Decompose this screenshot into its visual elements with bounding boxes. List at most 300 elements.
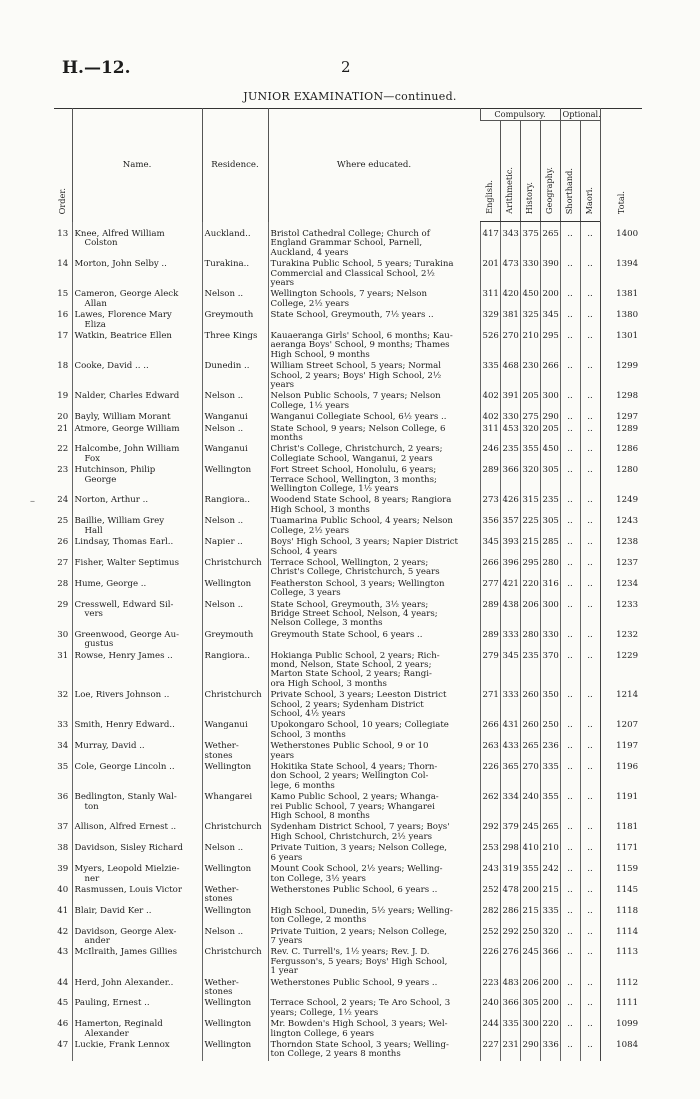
order-cell: 17: [57, 330, 69, 341]
geography-score-cell: 300: [540, 391, 560, 412]
order-cell: 42: [57, 926, 69, 937]
shorthand-score-cell: ..: [560, 259, 580, 289]
total-score-cell: 1289: [600, 424, 642, 445]
maori-score-cell: ..: [580, 822, 600, 843]
arithmetic-score-cell: 473: [500, 259, 520, 289]
geography-score-cell: 236: [540, 741, 560, 762]
maori-score-cell: ..: [580, 792, 600, 822]
geography-score-cell: 200: [540, 998, 560, 1019]
school-line: State School, Greymouth, 3½ years;: [270, 599, 429, 610]
name-line: Morton, John Selby ..: [74, 259, 167, 270]
geography-score-cell: 335: [540, 762, 560, 792]
name-line: Bedlington, Stanly Wal-: [74, 792, 177, 803]
maori-score-cell: ..: [580, 289, 600, 310]
arithmetic-score-cell: 330: [500, 412, 520, 423]
school-line: College, 1½ years: [270, 400, 349, 411]
arithmetic-score-cell: 319: [500, 864, 520, 885]
order-cell: 28: [57, 578, 69, 589]
table-row: [54, 361, 642, 391]
school-line: 7 years: [270, 935, 303, 946]
shorthand-score-cell: ..: [560, 444, 580, 465]
shorthand-score-cell: ..: [560, 741, 580, 762]
maori-score-cell: ..: [580, 310, 600, 331]
geography-score-cell: 285: [540, 537, 560, 558]
shorthand-score-cell: ..: [560, 391, 580, 412]
school-line: ton College, 2 years 8 months: [270, 1049, 401, 1060]
residence-cell: Nelson ..: [202, 289, 268, 310]
maori-score-cell: ..: [580, 720, 600, 741]
maori-score-cell: ..: [580, 998, 600, 1019]
name-line: Cresswell, Edward Sil-: [74, 599, 174, 610]
english-score-cell: 240: [480, 998, 500, 1019]
table-row: [54, 947, 642, 977]
table-row: [54, 1019, 642, 1040]
total-score-cell: 1111: [600, 998, 642, 1019]
history-score-cell: 235: [520, 651, 540, 691]
name-line: Fisher, Walter Septimus: [74, 557, 179, 568]
table-row: [54, 690, 642, 720]
name-line: Hume, George ..: [74, 578, 147, 589]
geography-score-cell: 265: [540, 822, 560, 843]
order-cell: 38: [57, 843, 69, 854]
arithmetic-score-cell: 366: [500, 998, 520, 1019]
english-score-cell: 329: [480, 310, 500, 331]
residence-cell: Nelson ..: [202, 424, 268, 445]
order-cell: 13: [57, 228, 69, 239]
residence-cell: Christchurch: [202, 822, 268, 843]
table-row: [54, 998, 642, 1019]
residence-cell: Wether-stones: [202, 885, 268, 906]
total-score-cell: 1114: [600, 927, 642, 948]
residence-cell: Dunedin ..: [202, 361, 268, 391]
arithmetic-score-cell: 345: [500, 651, 520, 691]
residence-cell: Napier ..: [202, 537, 268, 558]
shorthand-score-cell: ..: [560, 558, 580, 579]
history-score-cell: 250: [520, 927, 540, 948]
total-score-cell: 1380: [600, 310, 642, 331]
geography-score-cell: 235: [540, 495, 560, 516]
column-header-history: History.: [520, 121, 540, 222]
english-score-cell: 526: [480, 331, 500, 361]
arithmetic-score-cell: 468: [500, 361, 520, 391]
school-line: Terrace School, 2 years; Te Aro School, 3: [270, 998, 451, 1009]
order-cell: 25: [57, 516, 69, 527]
maori-score-cell: ..: [580, 412, 600, 423]
arithmetic-score-cell: 483: [500, 978, 520, 999]
maori-score-cell: ..: [580, 978, 600, 999]
residence-cell: Wellington: [202, 906, 268, 927]
shorthand-score-cell: ..: [560, 222, 580, 259]
name-cell: [72, 289, 202, 310]
residence-cell: Wellington: [202, 465, 268, 495]
table-row: [54, 927, 642, 948]
school-cell: [268, 885, 480, 906]
school-cell: [268, 558, 480, 579]
shorthand-score-cell: ..: [560, 885, 580, 906]
table-row: [54, 444, 642, 465]
arithmetic-score-cell: 396: [500, 558, 520, 579]
school-line: High School, 9 months: [270, 349, 370, 360]
school-line: months: [270, 433, 303, 444]
shorthand-score-cell: ..: [560, 1019, 580, 1040]
school-line: Bristol Cathedral College; Church of: [270, 228, 430, 239]
maori-score-cell: ..: [580, 690, 600, 720]
shorthand-score-cell: ..: [560, 720, 580, 741]
name-line: Alexander: [84, 1028, 129, 1039]
history-score-cell: 355: [520, 864, 540, 885]
name-line: Cole, George Lincoln ..: [74, 762, 175, 773]
column-header-school: Where educated.: [268, 109, 480, 222]
arithmetic-score-cell: 420: [500, 289, 520, 310]
residence-cell: Christchurch: [202, 558, 268, 579]
history-score-cell: 320: [520, 424, 540, 445]
total-score-cell: 1297: [600, 412, 642, 423]
school-line: years: [270, 380, 295, 390]
history-score-cell: 245: [520, 822, 540, 843]
name-line: Davidson, Sisley Richard: [74, 843, 183, 854]
name-cell: [72, 947, 202, 977]
name-cell: [72, 516, 202, 537]
school-line: School, 4 years: [270, 546, 338, 557]
name-line: Pauling, Ernest ..: [74, 998, 150, 1009]
name-cell: [72, 222, 202, 259]
history-score-cell: 375: [520, 222, 540, 259]
school-line: mond, Nelson, State School, 2 years;: [270, 659, 432, 670]
english-score-cell: 271: [480, 690, 500, 720]
maori-score-cell: ..: [580, 537, 600, 558]
shorthand-score-cell: ..: [560, 947, 580, 977]
school-line: School, 2 years; Boys' High School, 2½: [270, 370, 442, 381]
order-cell: 20: [57, 412, 69, 423]
total-score-cell: 1286: [600, 444, 642, 465]
school-line: Tuamarina Public School, 4 years; Nelson: [270, 516, 453, 527]
school-line: Nelson Public Schools, 7 years; Nelson: [270, 391, 441, 402]
geography-score-cell: 330: [540, 630, 560, 651]
shorthand-score-cell: ..: [560, 822, 580, 843]
column-header-geography: Geography.: [540, 121, 560, 222]
school-line: ora High School, 3 months: [270, 678, 387, 689]
order-cell: 30: [57, 629, 69, 640]
name-cell: [72, 843, 202, 864]
name-line: Allison, Alfred Ernest ..: [74, 822, 177, 833]
geography-score-cell: 366: [540, 947, 560, 977]
english-score-cell: 417: [480, 222, 500, 259]
english-score-cell: 311: [480, 424, 500, 445]
geography-score-cell: 390: [540, 259, 560, 289]
total-score-cell: 1233: [600, 600, 642, 630]
total-score-cell: 1400: [600, 222, 642, 259]
order-cell: 18: [57, 361, 69, 372]
english-score-cell: 244: [480, 1019, 500, 1040]
group-header-optional: Optional.: [560, 109, 600, 121]
school-line: Private Tuition, 2 years; Nelson College,: [270, 926, 448, 937]
name-line: Colston: [84, 238, 118, 249]
order-cell: 33: [57, 720, 69, 731]
total-score-cell: 1196: [600, 762, 642, 792]
arithmetic-score-cell: 433: [500, 741, 520, 762]
english-score-cell: 223: [480, 978, 500, 999]
school-cell: [268, 259, 480, 289]
school-line: Rev. C. Turrell's, 1½ years; Rev. J. D.: [270, 947, 430, 958]
arithmetic-score-cell: 343: [500, 222, 520, 259]
order-cell: 26: [57, 537, 69, 548]
shorthand-score-cell: ..: [560, 630, 580, 651]
table-row: [54, 906, 642, 927]
name-line: vers: [84, 608, 103, 619]
name-line: Cooke, David .. ..: [74, 361, 149, 372]
shorthand-score-cell: ..: [560, 600, 580, 630]
geography-score-cell: 280: [540, 558, 560, 579]
table-row: [54, 762, 642, 792]
column-header-maori: Maori.: [580, 121, 600, 222]
school-cell: [268, 998, 480, 1019]
order-cell: 44: [57, 977, 69, 988]
english-score-cell: 279: [480, 651, 500, 691]
total-score-cell: 1234: [600, 579, 642, 600]
english-score-cell: 246: [480, 444, 500, 465]
school-cell: [268, 516, 480, 537]
maori-score-cell: ..: [580, 741, 600, 762]
history-score-cell: 295: [520, 558, 540, 579]
arithmetic-score-cell: 365: [500, 762, 520, 792]
total-score-cell: 1381: [600, 289, 642, 310]
residence-cell: Nelson ..: [202, 391, 268, 412]
residence-cell: Nelson ..: [202, 843, 268, 864]
name-line: Myers, Leopold Mielzie-: [74, 864, 180, 875]
total-score-cell: 1118: [600, 906, 642, 927]
table-row: [54, 310, 642, 331]
maori-score-cell: ..: [580, 1019, 600, 1040]
column-header-shorthand: Shorthand.: [560, 121, 580, 222]
table-row: [54, 651, 642, 691]
residence-cell: Christchurch: [202, 690, 268, 720]
school-line: Kauaeranga Girls' School, 6 months; Kau-: [270, 330, 453, 341]
order-cell: 16: [57, 310, 69, 321]
arithmetic-score-cell: 438: [500, 600, 520, 630]
total-score-cell: 1298: [600, 391, 642, 412]
name-cell: [72, 762, 202, 792]
school-cell: [268, 630, 480, 651]
residence-cell: Rangiora..: [202, 651, 268, 691]
maori-score-cell: ..: [580, 516, 600, 537]
margin-mark: –: [30, 496, 35, 507]
name-line: Knee, Alfred William: [74, 228, 165, 239]
shorthand-score-cell: ..: [560, 537, 580, 558]
name-cell: [72, 651, 202, 691]
name-line: Hutchinson, Philip: [74, 465, 156, 476]
residence-cell: Nelson ..: [202, 600, 268, 630]
geography-score-cell: 335: [540, 906, 560, 927]
total-score-cell: 1197: [600, 741, 642, 762]
geography-score-cell: 200: [540, 978, 560, 999]
school-cell: [268, 391, 480, 412]
school-line: years: [270, 750, 295, 761]
history-score-cell: 410: [520, 843, 540, 864]
name-cell: [72, 690, 202, 720]
name-line: Halcombe, John William: [74, 444, 180, 455]
order-cell: 19: [57, 391, 69, 402]
shorthand-score-cell: ..: [560, 424, 580, 445]
shorthand-score-cell: ..: [560, 579, 580, 600]
name-cell: [72, 444, 202, 465]
history-score-cell: 200: [520, 885, 540, 906]
maori-score-cell: ..: [580, 259, 600, 289]
english-score-cell: 201: [480, 259, 500, 289]
table-row: [54, 424, 642, 445]
total-score-cell: 1243: [600, 516, 642, 537]
shorthand-score-cell: ..: [560, 1040, 580, 1061]
maori-score-cell: ..: [580, 947, 600, 977]
arithmetic-score-cell: 333: [500, 630, 520, 651]
school-line: Private School, 3 years; Leeston District: [270, 690, 447, 701]
history-score-cell: 225: [520, 516, 540, 537]
name-line: Norton, Arthur ..: [74, 495, 149, 506]
english-score-cell: 226: [480, 947, 500, 977]
history-score-cell: 450: [520, 289, 540, 310]
arithmetic-score-cell: 393: [500, 537, 520, 558]
name-line: Allan: [84, 298, 107, 309]
arithmetic-score-cell: 366: [500, 465, 520, 495]
order-cell: 36: [57, 792, 69, 803]
table-row: [54, 558, 642, 579]
name-cell: [72, 465, 202, 495]
school-line: William Street School, 5 years; Normal: [270, 361, 442, 372]
total-score-cell: 1214: [600, 690, 642, 720]
arithmetic-score-cell: 292: [500, 927, 520, 948]
english-score-cell: 282: [480, 906, 500, 927]
geography-score-cell: 350: [540, 690, 560, 720]
shorthand-score-cell: ..: [560, 843, 580, 864]
table-row: [54, 720, 642, 741]
table-row: [54, 843, 642, 864]
geography-score-cell: 320: [540, 927, 560, 948]
history-score-cell: 290: [520, 1040, 540, 1061]
residence-cell: Nelson ..: [202, 516, 268, 537]
maori-score-cell: ..: [580, 391, 600, 412]
page-identifier: H.—12.: [62, 58, 131, 78]
order-cell: 21: [57, 423, 69, 434]
name-cell: [72, 885, 202, 906]
total-score-cell: 1394: [600, 259, 642, 289]
school-line: aeranga Boys' School, 9 months; Thames: [270, 340, 450, 351]
name-cell: [72, 310, 202, 331]
school-cell: [268, 412, 480, 423]
school-line: Sydenham District School, 7 years; Boys': [270, 822, 450, 833]
school-line: lege, 6 months: [270, 780, 335, 791]
table-row: [54, 1040, 642, 1061]
school-line: Hokianga Public School, 2 years; Rich-: [270, 650, 440, 661]
order-cell: 39: [57, 864, 69, 875]
name-line: Murray, David ..: [74, 741, 145, 752]
school-line: Wellington College, 1½ years: [270, 484, 399, 495]
geography-score-cell: 265: [540, 222, 560, 259]
arithmetic-score-cell: 478: [500, 885, 520, 906]
table-header: [54, 109, 642, 222]
english-score-cell: 292: [480, 822, 500, 843]
residence-cell: Wanganui: [202, 444, 268, 465]
history-score-cell: 215: [520, 906, 540, 927]
school-line: 1 year: [270, 966, 298, 977]
total-score-cell: 1159: [600, 864, 642, 885]
order-cell: 15: [57, 289, 69, 300]
school-line: Turakina Public School, 5 years; Turakina: [270, 259, 454, 270]
school-cell: [268, 690, 480, 720]
shorthand-score-cell: ..: [560, 412, 580, 423]
school-line: rei Public School, 7 years; Whangarei: [270, 801, 435, 812]
school-line: Wetherstones Public School, 6 years ..: [270, 884, 438, 895]
school-line: Wanganui Collegiate School, 6½ years ..: [270, 412, 447, 423]
arithmetic-score-cell: 235: [500, 444, 520, 465]
table-row: [54, 289, 642, 310]
school-cell: [268, 331, 480, 361]
school-line: Fort Street School, Honolulu, 6 years;: [270, 465, 437, 476]
geography-score-cell: 210: [540, 843, 560, 864]
history-score-cell: 330: [520, 259, 540, 289]
table-body: [54, 222, 642, 1061]
shorthand-score-cell: ..: [560, 792, 580, 822]
school-cell: [268, 600, 480, 630]
name-line: Nalder, Charles Edward: [74, 391, 180, 402]
arithmetic-score-cell: 270: [500, 331, 520, 361]
arithmetic-score-cell: 231: [500, 1040, 520, 1061]
shorthand-score-cell: ..: [560, 978, 580, 999]
name-line: Eliza: [84, 319, 106, 330]
name-cell: [72, 558, 202, 579]
school-cell: [268, 444, 480, 465]
table-row: [54, 222, 642, 259]
maori-score-cell: ..: [580, 885, 600, 906]
shorthand-score-cell: ..: [560, 310, 580, 331]
geography-score-cell: 295: [540, 331, 560, 361]
geography-score-cell: 300: [540, 600, 560, 630]
total-score-cell: 1301: [600, 331, 642, 361]
school-line: State School, 9 years; Nelson College, 6: [270, 423, 446, 434]
name-cell: [72, 495, 202, 516]
table-row: [54, 630, 642, 651]
total-score-cell: 1113: [600, 947, 642, 977]
table-row: [54, 600, 642, 630]
school-line: Marton State School, 2 years; Rangi-: [270, 669, 432, 680]
name-line: ner: [84, 873, 100, 884]
table-row: [54, 259, 642, 289]
school-line: years: [270, 277, 295, 288]
shorthand-score-cell: ..: [560, 465, 580, 495]
order-cell: 37: [57, 822, 69, 833]
shorthand-score-cell: ..: [560, 864, 580, 885]
school-line: Hokitika State School, 4 years; Thorn-: [270, 762, 438, 773]
total-score-cell: 1238: [600, 537, 642, 558]
school-cell: [268, 906, 480, 927]
residence-cell: Three Kings: [202, 331, 268, 361]
school-line: Christ's College, Christchurch, 2 years;: [270, 444, 443, 455]
table-subtitle: JUNIOR EXAMINATION—continued.: [243, 90, 457, 103]
school-cell: [268, 1040, 480, 1061]
history-score-cell: 265: [520, 741, 540, 762]
school-cell: [268, 465, 480, 495]
maori-score-cell: ..: [580, 762, 600, 792]
results-table: [54, 108, 642, 1061]
school-line: Kamo Public School, 2 years; Whanga-: [270, 792, 439, 803]
name-cell: [72, 600, 202, 630]
english-score-cell: 277: [480, 579, 500, 600]
residence-cell: Wether-stones: [202, 978, 268, 999]
order-cell: 47: [57, 1040, 69, 1050]
geography-score-cell: 345: [540, 310, 560, 331]
total-score-cell: 1145: [600, 885, 642, 906]
school-line: lington College, 6 years: [270, 1028, 375, 1039]
order-cell: 23: [57, 465, 69, 476]
table-row: [54, 978, 642, 999]
